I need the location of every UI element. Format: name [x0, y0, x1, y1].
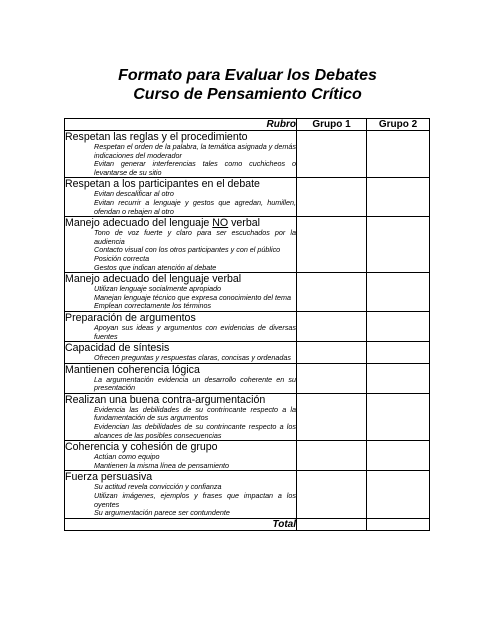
table-header-row	[65, 119, 430, 131]
grupo-2-header: Grupo 2	[367, 119, 430, 131]
criterion-title-post: verbal	[228, 217, 260, 230]
score-cell-grupo-1[interactable]	[297, 393, 367, 440]
rubro-header: Rubro	[65, 119, 297, 131]
score-cell-grupo-1[interactable]	[297, 363, 367, 393]
criterion-row	[65, 471, 430, 518]
criterion-row	[65, 178, 430, 217]
criterion-row	[65, 363, 430, 393]
score-cell-grupo-1[interactable]	[297, 441, 367, 471]
criterion-descriptor: Evitan generar interferencias tales como cuchicheos o levantarse de su sitio	[94, 159, 296, 177]
grupo-1-header: Grupo 1	[297, 119, 367, 131]
score-cell-grupo-1[interactable]	[297, 311, 367, 341]
criterion-title: Mantienen coherencia lógica	[65, 363, 200, 376]
criterion-descriptors	[94, 229, 296, 272]
score-cell-grupo-2[interactable]	[367, 342, 430, 364]
title-line-2: Curso de Pensamiento Crítico	[133, 86, 362, 103]
score-cell-grupo-1[interactable]	[297, 342, 367, 364]
score-cell-grupo-2[interactable]	[367, 311, 430, 341]
criterion-row	[65, 342, 430, 364]
total-row	[65, 518, 430, 530]
evaluation-rubric-table	[64, 118, 430, 531]
criterion-descriptors	[94, 453, 296, 470]
criterion-title: Fuerza persuasiva	[65, 471, 153, 484]
criterion-descriptors	[94, 406, 296, 440]
score-cell-grupo-2[interactable]	[367, 393, 430, 440]
criterion-cell	[65, 217, 297, 273]
criterion-descriptor: Evitan descalificar al otro	[94, 189, 174, 199]
criterion-row	[65, 441, 430, 471]
score-cell-grupo-2[interactable]	[367, 131, 430, 178]
score-cell-grupo-2[interactable]	[367, 217, 430, 273]
criterion-title: Respetan las reglas y el procedimiento	[65, 131, 248, 143]
criterion-descriptor: Gestos que indican atención al debate	[94, 262, 217, 272]
criterion-descriptor: Su actitud revela convicción y confianza	[94, 482, 222, 492]
criterion-cell	[65, 441, 297, 471]
criterion-descriptor: Posición correcta	[94, 253, 150, 263]
score-cell-grupo-1[interactable]	[297, 273, 367, 312]
criterion-descriptors	[94, 324, 296, 341]
criterion-cell	[65, 131, 297, 178]
criterion-cell	[65, 342, 297, 364]
criterion-title: Coherencia y cohesión de grupo	[65, 441, 218, 454]
criterion-cell	[65, 273, 297, 312]
criterion-descriptor: Apoyan sus ideas y argumentos con evidencias de diversas fuentes	[94, 322, 296, 341]
criterion-descriptor: Manejan lenguaje técnico que expresa conocimiento del tema	[94, 292, 291, 302]
score-cell-grupo-2[interactable]	[367, 178, 430, 217]
criterion-title: Capacidad de síntesis	[65, 342, 170, 355]
score-cell-grupo-1[interactable]	[297, 217, 367, 273]
criterion-descriptor: Su argumentación parece ser contundente	[94, 508, 230, 518]
score-cell-grupo-1[interactable]	[297, 131, 367, 178]
total-grupo-2-cell[interactable]	[367, 518, 430, 530]
criterion-descriptor: La argumentación evidencia un desarrollo coherente en su presentación	[94, 374, 296, 393]
criterion-row	[65, 393, 430, 440]
criterion-descriptors	[94, 354, 296, 363]
criterion-cell	[65, 363, 297, 393]
criterion-descriptor: Evitan recurrir a lenguaje y gestos que agredan, humillen, ofendan o rebajen al otro	[94, 197, 296, 216]
score-cell-grupo-2[interactable]	[367, 273, 430, 312]
criterion-descriptor: Contacto visual con los otros participantes y con el público	[94, 245, 281, 255]
criterion-cell	[65, 393, 297, 440]
score-cell-grupo-1[interactable]	[297, 471, 367, 518]
total-grupo-1-cell[interactable]	[297, 518, 367, 530]
criterion-title: Realizan una buena contra-argumentación	[65, 393, 266, 406]
criterion-descriptor: Utilizan imágenes, ejemplos y frases que impactan a los oyentes	[94, 491, 296, 509]
criterion-descriptor: Ofrecen preguntas y respuestas claras, concisas y ordenadas	[94, 353, 291, 363]
criterion-descriptors	[94, 483, 296, 517]
criterion-descriptor: Respetan el orden de la palabra, la temática asignada y demás indicaciones del moderador	[94, 142, 296, 160]
criterion-title: Manejo adecuado del lenguaje verbal	[65, 273, 242, 286]
criterion-descriptor: Emplean correctamente los términos	[94, 301, 212, 311]
criterion-cell	[65, 178, 297, 217]
document-title	[0, 66, 495, 104]
criterion-descriptor: Tono de voz fuerte y claro para ser escuchados por la audiencia	[94, 228, 296, 246]
criterion-title-pre: Manejo adecuado del lenguaje	[65, 217, 213, 230]
criterion-descriptor: Utilizan lenguaje socialmente apropiado	[94, 284, 222, 294]
criterion-row	[65, 131, 430, 178]
criterion-descriptor: Evidencia las debilidades de su contrincante respecto a la fundamentación de sus argumentos	[94, 404, 296, 423]
criterion-title-emphasis: NO	[212, 217, 229, 230]
criterion-row	[65, 217, 430, 273]
score-cell-grupo-2[interactable]	[367, 363, 430, 393]
criterion-title: Respetan a los participantes en el debate	[65, 178, 260, 191]
criterion-descriptors	[94, 376, 296, 393]
title-line-1: Formato para Evaluar los Debates	[118, 67, 377, 84]
criterion-descriptors	[94, 190, 296, 216]
criterion-descriptors	[94, 285, 296, 311]
criterion-row	[65, 311, 430, 341]
total-label: Total	[65, 518, 297, 530]
criterion-descriptor: Mantienen la misma línea de pensamiento	[94, 460, 230, 470]
score-cell-grupo-2[interactable]	[367, 441, 430, 471]
criterion-title: Preparación de argumentos	[65, 311, 196, 324]
score-cell-grupo-1[interactable]	[297, 178, 367, 217]
criterion-row	[65, 273, 430, 312]
criterion-descriptor: Actúan como equipo	[94, 452, 160, 462]
criterion-cell	[65, 311, 297, 341]
criterion-descriptors	[94, 143, 296, 177]
criterion-cell	[65, 471, 297, 518]
criterion-descriptor: Evidencian las debilidades de su contrincante respecto a los alcances de las posibles consecuencias	[94, 422, 296, 440]
score-cell-grupo-2[interactable]	[367, 471, 430, 518]
